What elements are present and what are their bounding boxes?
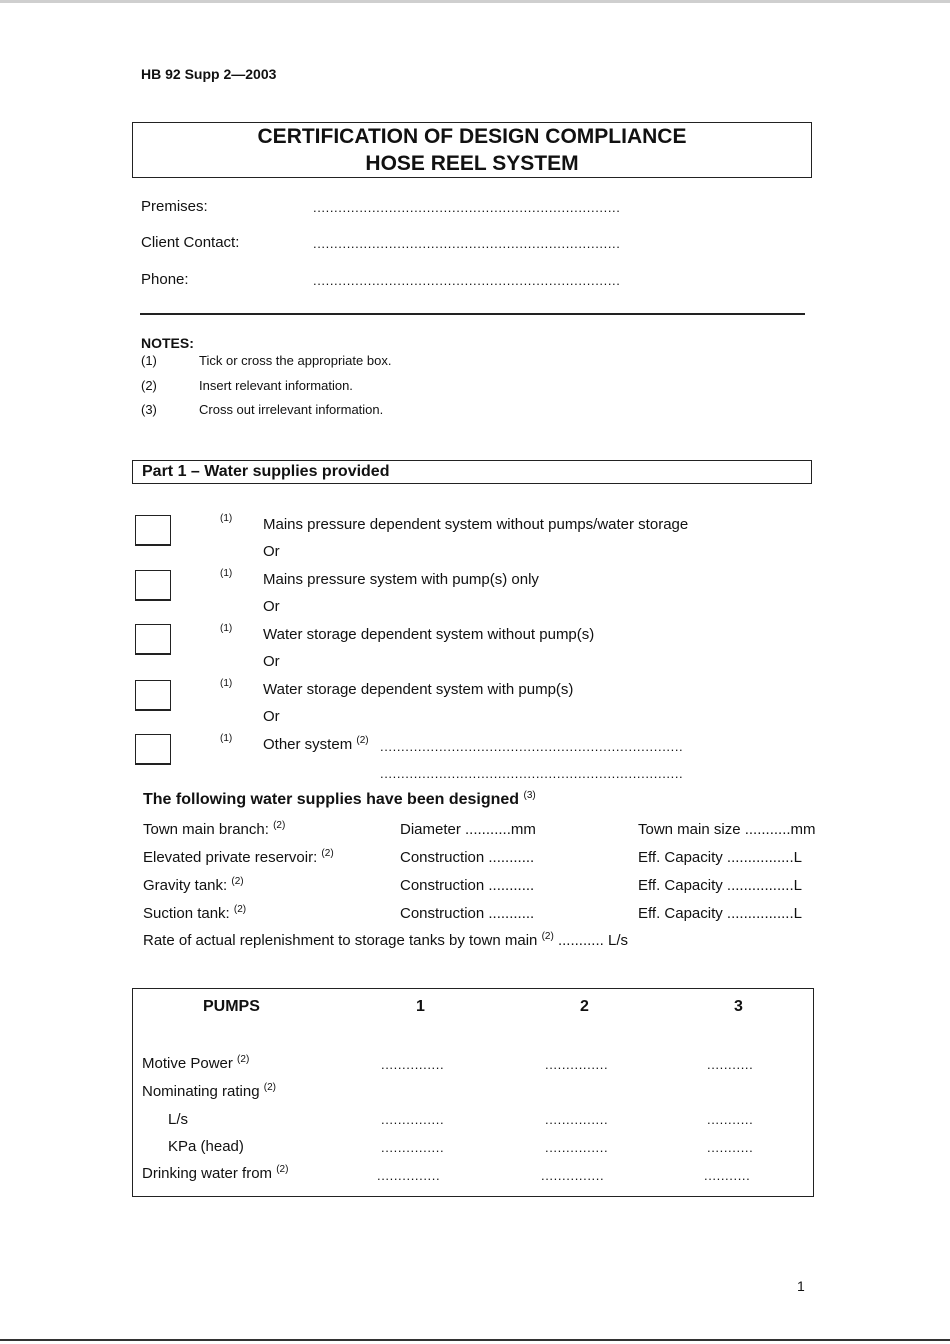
footnote-ref: (1) — [220, 513, 233, 524]
part1-title: Part 1 – Water supplies provided — [142, 463, 390, 480]
elevated-reservoir-construction-field[interactable]: Construction ........... — [400, 849, 535, 866]
footnote-ref: (2) — [233, 904, 247, 915]
motive-power-pump1[interactable]: ............... — [381, 1057, 445, 1072]
note-number: (1) — [141, 353, 157, 368]
ls-label: L/s — [168, 1111, 189, 1128]
note-text: Cross out irrelevant information. — [199, 402, 384, 417]
pump-column-3: 3 — [734, 998, 743, 1015]
premises-field[interactable]: ......................................................................... — [313, 200, 621, 215]
drinking-water-pump3[interactable]: ........... — [704, 1168, 751, 1183]
kpa-label: KPa (head) — [168, 1138, 244, 1155]
kpa-pump3[interactable]: ........... — [707, 1140, 754, 1155]
option-other-system — [263, 736, 369, 753]
gravity-tank-construction-field[interactable]: Construction ........... — [400, 877, 535, 894]
option-mains-without-pumps: Mains pressure dependent system without pumps/water storage — [263, 516, 689, 533]
motive-power-pump3[interactable]: ........... — [707, 1057, 754, 1072]
drinking-water-label: Drinking water from — [142, 1165, 273, 1182]
footnote-ref: (1) — [220, 568, 233, 579]
supplies-heading-text: The following water supplies have been designed — [143, 791, 520, 808]
footnote-ref: (2) — [237, 1054, 250, 1065]
phone-label: Phone: — [141, 271, 189, 288]
or-label: Or — [263, 543, 280, 560]
nominating-rating-label: Nominating rating — [142, 1083, 260, 1100]
supply-label — [143, 849, 334, 866]
drinking-water-row — [142, 1165, 288, 1182]
gravity-tank-label: Gravity tank: — [143, 877, 228, 894]
or-label: Or — [263, 708, 280, 725]
footnote-ref: (3) — [523, 790, 536, 801]
footnote-ref: (2) — [321, 848, 334, 859]
divider — [140, 313, 805, 315]
replenishment-row — [143, 932, 628, 949]
supply-label — [143, 877, 244, 894]
town-main-diameter-field[interactable]: Diameter ...........mm — [400, 821, 536, 838]
footnote-ref: (1) — [220, 678, 233, 689]
scan-top-edge — [0, 0, 950, 3]
suction-tank-capacity-field[interactable]: Eff. Capacity ................L — [638, 905, 802, 922]
elevated-reservoir-capacity-field[interactable]: Eff. Capacity ................L — [638, 849, 802, 866]
footnote-ref: (2) — [356, 735, 369, 746]
option-storage-with-pumps: Water storage dependent system with pump(s) — [263, 681, 574, 698]
page-number: 1 — [797, 1278, 805, 1294]
motive-power-row — [142, 1055, 249, 1072]
gravity-tank-capacity-field[interactable]: Eff. Capacity ................L — [638, 877, 802, 894]
pumps-heading: PUMPS — [203, 998, 260, 1015]
suction-tank-label: Suction tank: — [143, 905, 230, 922]
replenishment-label: Rate of actual replenishment to storage tanks by town main — [143, 932, 538, 949]
town-main-size-field[interactable]: Town main size ...........mm — [638, 821, 816, 838]
pump-column-2: 2 — [580, 998, 589, 1015]
footnote-ref: (2) — [276, 1164, 289, 1175]
checkbox-storage-without-pumps[interactable] — [135, 624, 171, 655]
supplies-heading — [143, 791, 536, 809]
kpa-pump2[interactable]: ............... — [545, 1140, 609, 1155]
replenishment-field[interactable]: ........... L/s — [557, 932, 628, 949]
checkbox-mains-without-pumps[interactable] — [135, 515, 171, 546]
other-system-field-line2[interactable]: ........................................................................ — [380, 766, 684, 781]
note-text: Tick or cross the appropriate box. — [199, 353, 392, 368]
suction-tank-construction-field[interactable]: Construction ........... — [400, 905, 535, 922]
ls-pump2[interactable]: ............... — [545, 1112, 609, 1127]
checkbox-other-system[interactable] — [135, 734, 171, 765]
footnote-ref: (2) — [273, 820, 286, 831]
drinking-water-pump1[interactable]: ............... — [377, 1168, 441, 1183]
client-contact-label: Client Contact: — [141, 234, 240, 251]
note-number: (2) — [141, 378, 157, 393]
nominating-rating-row — [142, 1083, 276, 1100]
elevated-reservoir-label: Elevated private reservoir: — [143, 849, 318, 866]
checkbox-mains-with-pumps[interactable] — [135, 570, 171, 601]
document-id: HB 92 Supp 2—2003 — [141, 66, 277, 82]
footnote-ref: (1) — [220, 733, 233, 744]
checkbox-storage-with-pumps[interactable] — [135, 680, 171, 711]
town-main-branch-label: Town main branch: — [143, 821, 269, 838]
kpa-pump1[interactable]: ............... — [381, 1140, 445, 1155]
premises-label: Premises: — [141, 198, 208, 215]
page-title-line1: CERTIFICATION OF DESIGN COMPLIANCE — [257, 125, 687, 148]
note-number: (3) — [141, 402, 157, 417]
other-system-field[interactable]: ........................................................................ — [380, 739, 684, 754]
supply-label — [143, 821, 285, 838]
pump-column-1: 1 — [416, 998, 425, 1015]
drinking-water-pump2[interactable]: ............... — [541, 1168, 605, 1183]
motive-power-pump2[interactable]: ............... — [545, 1057, 609, 1072]
footnote-ref: (2) — [231, 876, 244, 887]
supply-label — [143, 905, 246, 922]
or-label: Or — [263, 598, 280, 615]
motive-power-label: Motive Power — [142, 1055, 233, 1072]
option-storage-without-pumps: Water storage dependent system without pump(s) — [263, 626, 595, 643]
client-contact-field[interactable]: ......................................................................... — [313, 236, 621, 251]
note-text: Insert relevant information. — [199, 378, 353, 393]
option-mains-with-pumps: Mains pressure system with pump(s) only — [263, 571, 539, 588]
footnote-ref: (2) — [541, 931, 554, 942]
ls-pump1[interactable]: ............... — [381, 1112, 445, 1127]
option-other-system-label: Other system — [263, 736, 353, 753]
page-title-line2: HOSE REEL SYSTEM — [365, 152, 579, 175]
footnote-ref: (2) — [263, 1082, 276, 1093]
ls-pump3[interactable]: ........... — [707, 1112, 754, 1127]
or-label: Or — [263, 653, 280, 670]
notes-heading: NOTES: — [141, 335, 194, 351]
scan-bottom-edge — [0, 1339, 950, 1341]
footnote-ref: (1) — [220, 623, 233, 634]
phone-field[interactable]: ......................................................................... — [313, 273, 621, 288]
